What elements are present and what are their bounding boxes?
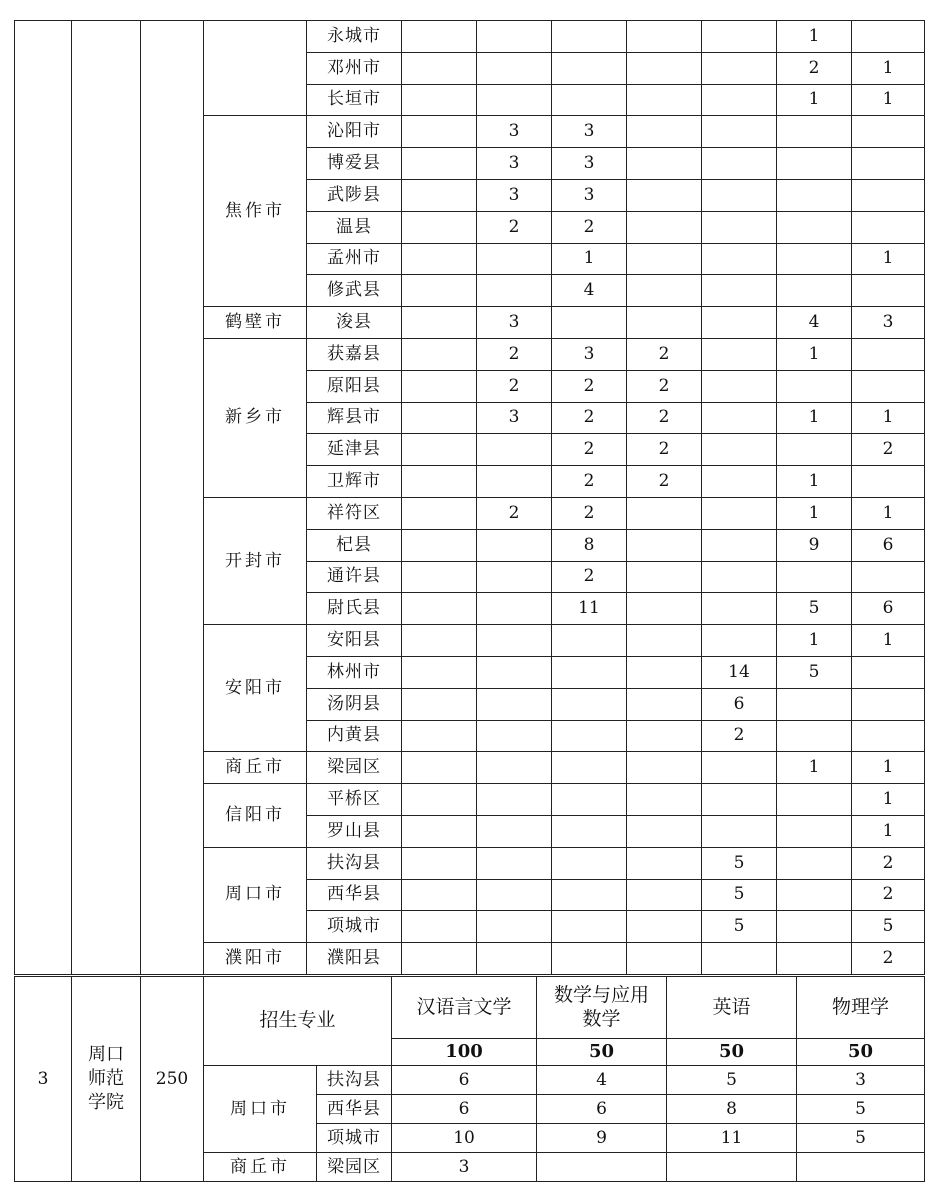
value-cell [702,784,777,816]
value-cell: 2 [627,466,702,498]
value-cell [777,243,852,275]
value-cell [402,688,477,720]
value-cell: 3 [552,179,627,211]
value-cell [777,561,852,593]
value-cell [627,815,702,847]
value-cell [777,911,852,943]
value-cell: 1 [852,84,925,116]
value-cell: 1 [777,402,852,434]
value-cell: 6 [852,529,925,561]
county-cell: 原阳县 [307,370,402,402]
county-cell: 延津县 [307,434,402,466]
value-cell [777,275,852,307]
college-index: 3 [15,977,72,1182]
value-cell: 1 [777,497,852,529]
value-cell [627,52,702,84]
value-cell: 2 [627,402,702,434]
value-cell [702,116,777,148]
value-cell: 5 [702,879,777,911]
value-cell: 3 [477,402,552,434]
value-cell: 2 [852,879,925,911]
value-cell [402,784,477,816]
value-cell [402,338,477,370]
value-cell [477,752,552,784]
county-cell: 汤阴县 [307,688,402,720]
city-cell: 信阳市 [204,784,307,848]
value-cell: 4 [777,307,852,339]
value-cell: 1 [852,784,925,816]
value-cell [552,720,627,752]
county-cell: 西华县 [317,1095,392,1124]
county-cell: 林州市 [307,656,402,688]
major-quota: 50 [667,1039,797,1066]
value-cell: 3 [552,148,627,180]
merged-blank-cell [141,21,204,975]
college-name [72,977,141,1182]
value-cell [777,116,852,148]
county-cell: 辉县市 [307,402,402,434]
value-cell [477,561,552,593]
value-cell: 5 [667,1066,797,1095]
college-total-quota: 250 [141,977,204,1182]
value-cell: 2 [552,561,627,593]
value-cell: 3 [477,116,552,148]
value-cell [402,943,477,975]
value-cell [852,275,925,307]
value-cell [402,116,477,148]
value-cell [402,52,477,84]
value-cell: 2 [477,211,552,243]
value-cell [777,211,852,243]
value-cell [667,1153,797,1182]
value-cell: 1 [777,21,852,53]
value-cell [552,52,627,84]
value-cell: 4 [537,1066,667,1095]
city-cell: 商丘市 [204,1153,317,1182]
value-cell [477,784,552,816]
value-cell: 2 [552,402,627,434]
value-cell [552,656,627,688]
value-cell: 8 [667,1095,797,1124]
value-cell [627,497,702,529]
county-cell: 安阳县 [307,625,402,657]
county-cell: 长垣市 [307,84,402,116]
value-cell [477,52,552,84]
value-cell: 6 [537,1095,667,1124]
value-cell: 1 [852,243,925,275]
value-cell [627,243,702,275]
value-cell [852,656,925,688]
value-cell [402,497,477,529]
value-cell: 11 [552,593,627,625]
value-cell [702,497,777,529]
value-cell [702,338,777,370]
value-cell [627,752,702,784]
value-cell [852,148,925,180]
value-cell: 2 [702,720,777,752]
county-cell: 梁园区 [317,1153,392,1182]
value-cell [552,879,627,911]
value-cell [702,561,777,593]
value-cell [402,402,477,434]
city-cell: 周口市 [204,847,307,942]
value-cell: 1 [777,338,852,370]
value-cell [552,752,627,784]
value-cell [402,211,477,243]
major-quota: 50 [797,1039,925,1066]
value-cell [627,561,702,593]
value-cell: 5 [852,911,925,943]
county-cell: 扶沟县 [317,1066,392,1095]
value-cell: 1 [852,402,925,434]
college-name-text: 周口师范学院 [88,1043,124,1114]
value-cell: 2 [627,434,702,466]
value-cell [702,943,777,975]
county-cell: 孟州市 [307,243,402,275]
value-cell: 5 [702,847,777,879]
value-cell: 6 [852,593,925,625]
major-name [537,977,667,1039]
value-cell [627,148,702,180]
value-cell: 2 [552,466,627,498]
value-cell: 3 [552,338,627,370]
county-cell: 祥符区 [307,497,402,529]
value-cell [552,847,627,879]
value-cell [627,84,702,116]
value-cell [627,943,702,975]
value-cell: 1 [852,52,925,84]
value-cell [402,179,477,211]
major-name: 汉语言文学 [392,977,537,1039]
value-cell [702,84,777,116]
value-cell: 2 [852,847,925,879]
county-cell: 博爱县 [307,148,402,180]
value-cell [402,466,477,498]
value-cell: 5 [797,1095,925,1124]
value-cell: 1 [777,752,852,784]
value-cell: 2 [552,211,627,243]
value-cell: 10 [392,1124,537,1153]
value-cell [702,275,777,307]
value-cell [627,625,702,657]
value-cell [627,656,702,688]
value-cell [402,911,477,943]
major-name: 物理学 [797,977,925,1039]
value-cell [477,529,552,561]
value-cell: 1 [552,243,627,275]
value-cell [702,21,777,53]
value-cell [477,84,552,116]
major-name-text: 数学与应用数学 [554,983,650,1030]
county-cell: 浚县 [307,307,402,339]
value-cell [627,720,702,752]
value-cell [402,148,477,180]
value-cell [477,275,552,307]
value-cell [852,370,925,402]
value-cell [777,847,852,879]
value-cell: 2 [477,497,552,529]
table-row [15,21,925,53]
city-cell: 商丘市 [204,752,307,784]
city-cell [204,21,307,116]
value-cell [402,307,477,339]
value-cell [552,943,627,975]
value-cell: 3 [552,116,627,148]
value-cell [852,116,925,148]
major-quota: 50 [537,1039,667,1066]
value-cell [552,21,627,53]
value-cell [777,784,852,816]
value-cell: 2 [777,52,852,84]
value-cell [402,529,477,561]
county-cell: 修武县 [307,275,402,307]
value-cell [552,784,627,816]
value-cell [477,21,552,53]
value-cell [552,307,627,339]
value-cell: 3 [477,148,552,180]
value-cell: 5 [702,911,777,943]
county-cell: 平桥区 [307,784,402,816]
value-cell [477,243,552,275]
value-cell [477,911,552,943]
county-cell: 罗山县 [307,815,402,847]
value-cell [627,911,702,943]
county-cell: 武陟县 [307,179,402,211]
value-cell: 1 [777,84,852,116]
value-cell [537,1153,667,1182]
value-cell: 14 [702,656,777,688]
value-cell [627,529,702,561]
city-cell: 周口市 [204,1066,317,1153]
value-cell [402,656,477,688]
county-cell: 杞县 [307,529,402,561]
value-cell [777,943,852,975]
value-cell [627,593,702,625]
value-cell [402,561,477,593]
quota-table-continued [14,20,925,975]
county-cell: 获嘉县 [307,338,402,370]
value-cell [702,243,777,275]
value-cell: 9 [777,529,852,561]
value-cell [477,720,552,752]
county-cell: 项城市 [317,1124,392,1153]
value-cell [777,879,852,911]
city-cell: 新乡市 [204,338,307,497]
value-cell [627,688,702,720]
value-cell [852,561,925,593]
county-cell: 永城市 [307,21,402,53]
value-cell [477,593,552,625]
value-cell [402,434,477,466]
major-name: 英语 [667,977,797,1039]
value-cell: 2 [552,434,627,466]
value-cell [702,752,777,784]
value-cell [477,879,552,911]
value-cell: 3 [477,307,552,339]
college-quota-table [14,976,925,1182]
value-cell [852,338,925,370]
county-cell: 沁阳市 [307,116,402,148]
merged-blank-cell [15,21,72,975]
merged-blank-cell [72,21,141,975]
value-cell [402,275,477,307]
value-cell [402,847,477,879]
value-cell [797,1153,925,1182]
value-cell [402,84,477,116]
value-cell [402,752,477,784]
value-cell [702,434,777,466]
value-cell: 1 [777,466,852,498]
value-cell [402,593,477,625]
value-cell [552,815,627,847]
major-header: 招生专业 [204,977,392,1066]
value-cell: 3 [852,307,925,339]
value-cell: 3 [797,1066,925,1095]
city-cell: 焦作市 [204,116,307,307]
value-cell [402,815,477,847]
county-cell: 梁园区 [307,752,402,784]
value-cell [402,625,477,657]
city-cell: 安阳市 [204,625,307,752]
value-cell [702,815,777,847]
city-cell: 开封市 [204,497,307,624]
value-cell [552,688,627,720]
value-cell [627,879,702,911]
value-cell: 2 [477,370,552,402]
value-cell: 1 [777,625,852,657]
value-cell [852,466,925,498]
value-cell [402,720,477,752]
value-cell [702,466,777,498]
county-cell: 濮阳县 [307,943,402,975]
value-cell [552,911,627,943]
value-cell [702,529,777,561]
value-cell: 8 [552,529,627,561]
value-cell: 1 [852,497,925,529]
value-cell: 2 [852,434,925,466]
value-cell [852,720,925,752]
value-cell [702,52,777,84]
value-cell [627,116,702,148]
value-cell [702,179,777,211]
value-cell [477,815,552,847]
value-cell: 2 [477,338,552,370]
value-cell [477,688,552,720]
county-cell: 扶沟县 [307,847,402,879]
value-cell: 5 [777,593,852,625]
value-cell [702,148,777,180]
value-cell: 2 [627,338,702,370]
value-cell [852,688,925,720]
value-cell [627,21,702,53]
value-cell [852,211,925,243]
value-cell [627,307,702,339]
city-cell: 鹤壁市 [204,307,307,339]
value-cell [552,84,627,116]
county-cell: 卫辉市 [307,466,402,498]
value-cell: 5 [777,656,852,688]
value-cell: 11 [667,1124,797,1153]
value-cell [702,211,777,243]
value-cell [852,179,925,211]
value-cell: 9 [537,1124,667,1153]
value-cell: 3 [392,1153,537,1182]
value-cell [477,847,552,879]
value-cell: 6 [392,1066,537,1095]
value-cell [702,307,777,339]
value-cell [777,720,852,752]
value-cell: 3 [477,179,552,211]
city-cell: 濮阳市 [204,943,307,975]
value-cell [477,656,552,688]
county-cell: 通许县 [307,561,402,593]
value-cell [477,434,552,466]
value-cell [627,211,702,243]
value-cell [627,847,702,879]
value-cell: 1 [852,752,925,784]
value-cell [402,370,477,402]
value-cell [777,688,852,720]
value-cell [702,402,777,434]
value-cell [477,466,552,498]
value-cell: 2 [852,943,925,975]
value-cell: 2 [552,497,627,529]
major-quota: 100 [392,1039,537,1066]
value-cell [702,625,777,657]
value-cell [627,784,702,816]
value-cell [777,148,852,180]
value-cell: 2 [627,370,702,402]
value-cell: 1 [852,625,925,657]
county-cell: 邓州市 [307,52,402,84]
value-cell [402,243,477,275]
county-cell: 内黄县 [307,720,402,752]
value-cell [852,21,925,53]
county-cell: 尉氏县 [307,593,402,625]
value-cell: 6 [702,688,777,720]
value-cell [777,370,852,402]
county-cell: 项城市 [307,911,402,943]
value-cell [627,275,702,307]
value-cell [777,179,852,211]
value-cell [777,434,852,466]
value-cell [552,625,627,657]
county-cell: 温县 [307,211,402,243]
value-cell [402,879,477,911]
value-cell [777,815,852,847]
value-cell [702,370,777,402]
value-cell [402,21,477,53]
value-cell: 1 [852,815,925,847]
value-cell [627,179,702,211]
value-cell: 5 [797,1124,925,1153]
value-cell [477,943,552,975]
value-cell: 4 [552,275,627,307]
value-cell [702,593,777,625]
value-cell: 2 [552,370,627,402]
value-cell: 6 [392,1095,537,1124]
value-cell [477,625,552,657]
county-cell: 西华县 [307,879,402,911]
